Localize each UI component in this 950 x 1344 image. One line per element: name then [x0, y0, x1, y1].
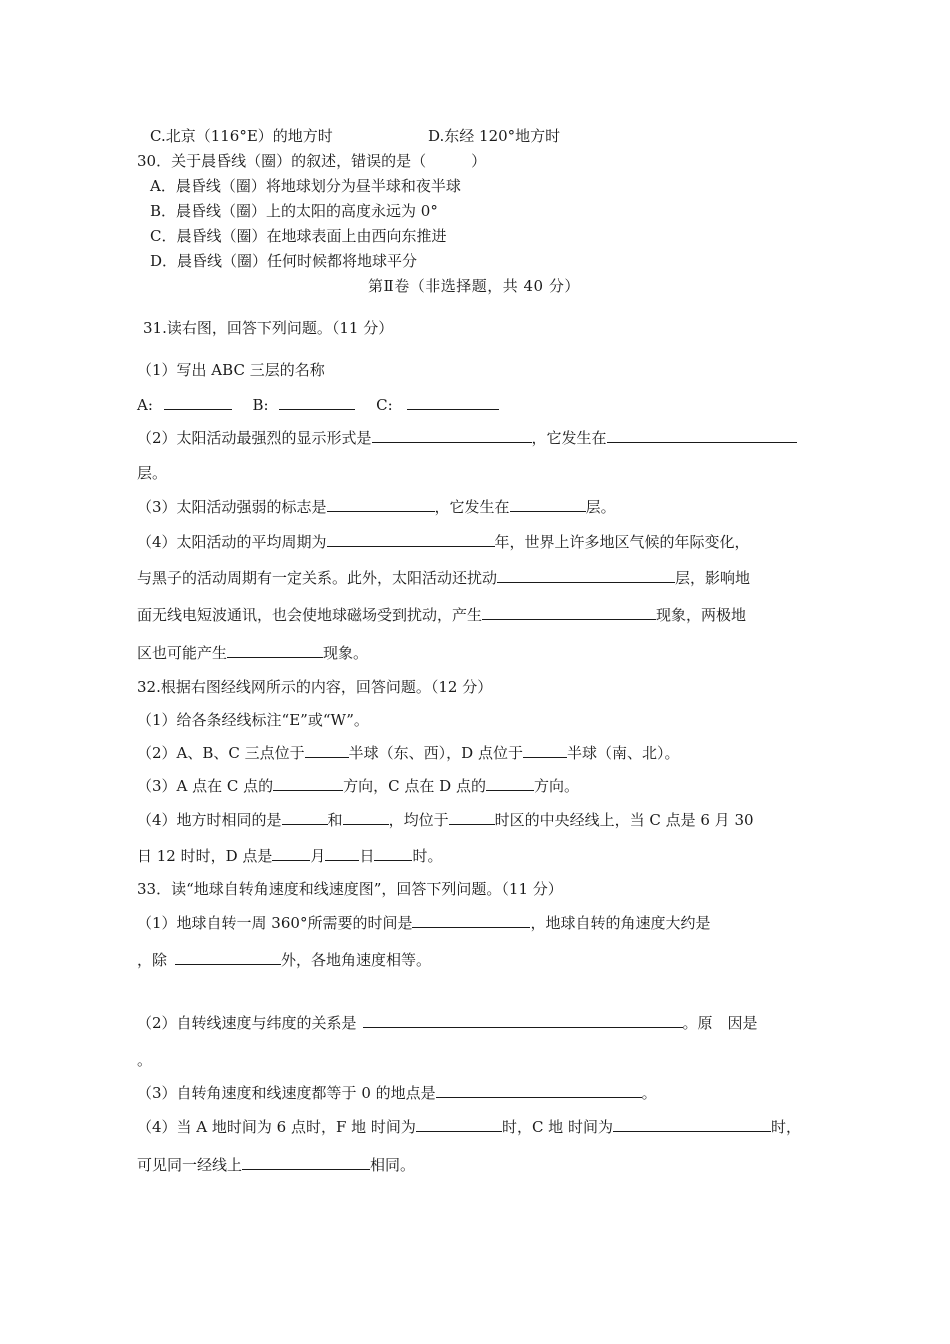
- q32-stem: 32.根据右图经线网所示的内容，回答问题。（12 分）: [137, 678, 493, 696]
- q31-p3-text: 层。: [585, 498, 616, 516]
- q31-p3-text: ，它发生在: [434, 498, 510, 516]
- q33-stem: 33．读“地球自转角速度和线速度图”，回答下列问题。（11 分）: [137, 880, 563, 898]
- blank[interactable]: [325, 846, 359, 861]
- q33-p3-text: 。: [641, 1084, 657, 1102]
- q31-part2: [137, 428, 797, 448]
- q33-p1-text: ，地球自转的角速度大约是: [530, 914, 711, 932]
- q31-p4-text: 层，影响地: [675, 569, 751, 587]
- q33-part2: [137, 1013, 758, 1033]
- label-c: C:: [376, 396, 393, 414]
- q30-option-d: D．晨昏线（圈）任何时候都将地球平分: [150, 252, 418, 270]
- q32-part4-line1: [137, 810, 754, 830]
- q31-p4-text: 现象。: [323, 644, 369, 662]
- blank[interactable]: [436, 1083, 642, 1098]
- q30-option-a: A．晨昏线（圈）将地球划分为昼半球和夜半球: [150, 177, 461, 195]
- blank[interactable]: [607, 428, 797, 443]
- blank[interactable]: [613, 1117, 771, 1132]
- section-2-title: 第Ⅱ卷（非选择题，共 40 分）: [368, 277, 580, 295]
- q31-part1-answers: [137, 395, 499, 415]
- blank[interactable]: [273, 776, 343, 791]
- blank[interactable]: [416, 1117, 502, 1132]
- q33-part1-line1: [137, 913, 710, 933]
- q31-p4-text: （4）太阳活动的平均周期为: [137, 533, 327, 551]
- q33-p3-text: （3）自转角速度和线速度都等于 0 的地点是: [137, 1084, 436, 1102]
- blank[interactable]: [363, 1013, 683, 1028]
- blank[interactable]: [523, 743, 567, 758]
- q30-option-c: C．晨昏线（圈）在地球表面上由西向东推进: [150, 227, 447, 245]
- q31-part2-cont: 层。: [137, 464, 168, 482]
- blank[interactable]: [510, 497, 586, 512]
- blank[interactable]: [449, 810, 495, 825]
- q33-p4-text: （4）当 A 地时间为 6 点时，F 地 时间为: [137, 1118, 416, 1136]
- q31-p2-text: ，它发生在: [531, 429, 607, 447]
- q33-p4-text: 时，: [770, 1118, 801, 1136]
- q31-p3-text: （3）太阳活动强弱的标志是: [137, 498, 327, 516]
- q33-p4-text: 相同。: [370, 1156, 416, 1174]
- blank[interactable]: [412, 913, 530, 928]
- q31-p4-text: 与黑子的活动周期有一定关系。此外，太阳活动还扰动: [137, 569, 498, 587]
- q32-p4-text: 日: [359, 847, 375, 865]
- blank[interactable]: [497, 568, 675, 583]
- q32-p3-text: 方向，C 点在 D 点的: [343, 777, 486, 795]
- q31-p4-text: 现象，两极地: [656, 606, 747, 624]
- blank[interactable]: [327, 532, 495, 547]
- q32-part2: [137, 743, 679, 763]
- blank[interactable]: [327, 497, 435, 512]
- q31-part1: （1）写出 ABC 三层的名称: [137, 361, 325, 379]
- blank[interactable]: [242, 1155, 370, 1170]
- q33-part1-line2: [137, 950, 431, 970]
- blank-b[interactable]: [279, 395, 355, 410]
- q31-p4-text: 区也可能产生: [137, 644, 228, 662]
- q30-stem: 30．关于晨昏线（圈）的叙述，错误的是（ ）: [137, 152, 487, 170]
- q33-p2-text: （2）自转线速度与纬度的关系是: [137, 1014, 357, 1032]
- q32-p4-text: （4）地方时相同的是: [137, 811, 282, 829]
- q31-p2-text: （2）太阳活动最强烈的显示形式是: [137, 429, 372, 447]
- q32-part1: （1）给各条经线标注“E”或“W”。: [137, 711, 369, 729]
- blank-c[interactable]: [407, 395, 499, 410]
- blank[interactable]: [486, 776, 534, 791]
- q33-part2-cont: 。: [137, 1051, 153, 1069]
- blank[interactable]: [305, 743, 349, 758]
- blank[interactable]: [343, 810, 389, 825]
- q32-part4-line2: [137, 846, 442, 866]
- q31-part4-line1: [137, 532, 750, 552]
- q31-p4-text: 年，世界上许多地区气候的年际变化，: [494, 533, 750, 551]
- blank[interactable]: [282, 810, 328, 825]
- label-a: A:: [137, 396, 153, 414]
- q33-part4-line2: [137, 1155, 415, 1175]
- label-b: B:: [252, 396, 269, 414]
- q31-part4-line3: [137, 605, 746, 625]
- q33-p1-text: ，除: [137, 951, 168, 969]
- q33-part3: [137, 1083, 657, 1103]
- blank[interactable]: [482, 605, 656, 620]
- q33-p4-text: 可见同一经线上: [137, 1156, 243, 1174]
- q33-part4-line1: [137, 1117, 801, 1137]
- q33-p1-text: 外，各地角速度相等。: [281, 951, 432, 969]
- blank[interactable]: [374, 846, 412, 861]
- q31-part4-line4: [137, 643, 368, 663]
- q29-option-d: D.东经 120°地方时: [428, 127, 561, 145]
- q33-p1-text: （1）地球自转一周 360°所需要的时间是: [137, 914, 413, 932]
- blank-a[interactable]: [164, 395, 232, 410]
- q31-part3: [137, 497, 616, 517]
- q32-p4-text: ，均位于: [388, 811, 449, 829]
- q32-p2-text: 半球（东、西），D 点位于: [348, 744, 523, 762]
- q32-p3-text: 方向。: [533, 777, 579, 795]
- q32-p4-text: 日 12 时时，D 点是: [137, 847, 273, 865]
- q31-stem: 31.读右图，回答下列问题。（11 分）: [143, 319, 394, 337]
- q32-p3-text: （3）A 点在 C 点的: [137, 777, 274, 795]
- q33-p4-text: 时，C 地 时间为: [501, 1118, 613, 1136]
- q32-p2-text: 半球（南、北）。: [566, 744, 680, 762]
- q31-p4-text: 面无线电短波通讯，也会使地球磁场受到扰动，产生: [137, 606, 483, 624]
- blank[interactable]: [272, 846, 310, 861]
- q32-p2-text: （2）A、B、C 三点位于: [137, 744, 305, 762]
- q29-option-c: C.北京（116°E）的地方时: [150, 127, 333, 145]
- q32-p4-text: 时区的中央经线上，当 C 点是 6 月 30: [494, 811, 754, 829]
- q32-p4-text: 月: [310, 847, 326, 865]
- blank[interactable]: [175, 950, 281, 965]
- blank[interactable]: [227, 643, 323, 658]
- q32-p4-text: 时。: [412, 847, 443, 865]
- blank[interactable]: [372, 428, 532, 443]
- q32-part3: [137, 776, 579, 796]
- q32-p4-text: 和: [327, 811, 343, 829]
- q31-part4-line2: [137, 568, 750, 588]
- q33-p2-text: 。原 因是: [682, 1014, 758, 1032]
- q30-option-b: B．晨昏线（圈）上的太阳的高度永远为 0°: [150, 202, 438, 220]
